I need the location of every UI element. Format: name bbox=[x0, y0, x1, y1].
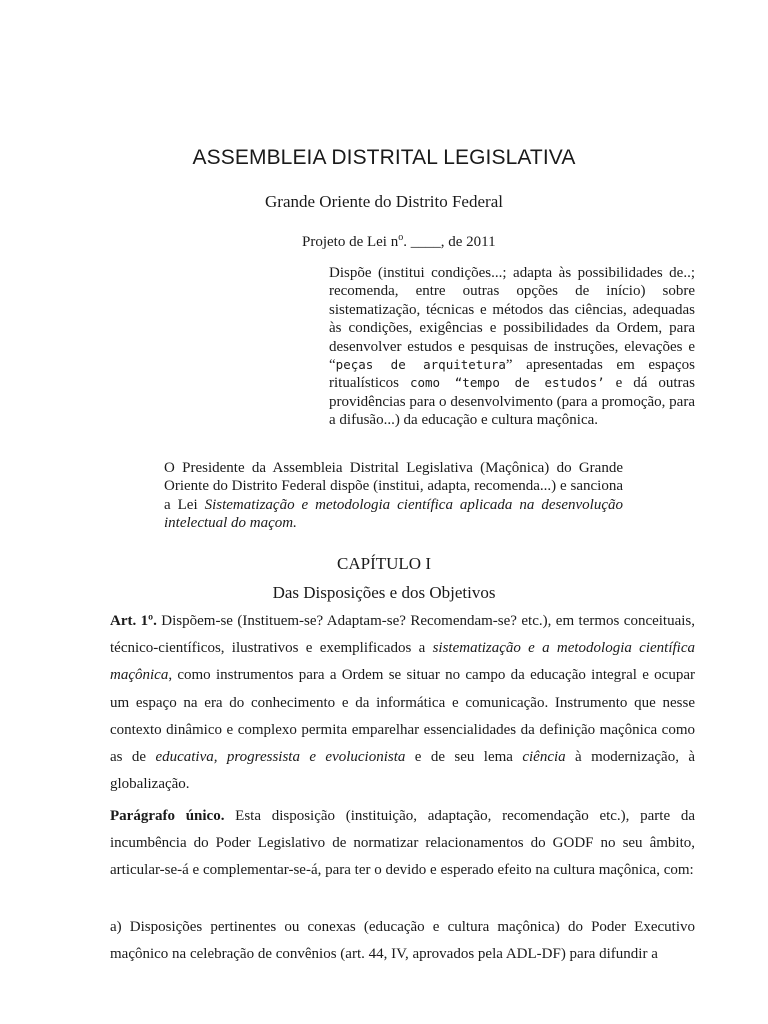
ementa-mono-2: como “tempo de estudos’ bbox=[409, 375, 605, 391]
ementa-text-3: e dá outras providências para o desenvolvimento (para a promoção, para a difusão...) da educação e cultura maçônica. bbox=[329, 375, 695, 429]
paragrafo-unico-label: Parágrafo único. bbox=[110, 808, 225, 824]
preambulo-law-name: Sistematização e metodologia científica aplicada na desenvolução intelectual do maçom. bbox=[164, 496, 623, 532]
article-1-text-3: e de seu lema bbox=[405, 749, 523, 766]
chapter-heading: CAPÍTULO I bbox=[337, 554, 431, 573]
chapter-subheading: Das Disposições e dos Objetivos bbox=[272, 583, 496, 602]
article-1-text-4: à modernização, à globalização. bbox=[110, 749, 696, 793]
article-1-italic-3: ciência bbox=[522, 749, 566, 766]
alinea-a: a) Disposições pertinentes ou conexas (educação e cultura maçônica) do Poder Executivo maçônico na celebração de convênios (art. 44, IV, aprovados pela ADL-DF) para difundir a bbox=[110, 919, 695, 963]
paragrafo-unico bbox=[110, 803, 695, 885]
projeto-de-lei-line bbox=[302, 232, 496, 251]
paragrafo-unico-text: Esta disposição (instituição, adaptação, recomendação etc.), parte da incumbência do Poder Legislativo de normatizar relacionamentos do GODF no seu âmbito, articular-se-á e complementar-se-á, para ter o devido e esperado efeito na cultura maçônica, com: bbox=[110, 808, 695, 879]
ementa-text-1: Dispõe (institui condições...; adapta às possibilidades de..; recomenda, entre outras opções de início) sobre sistematização, técnicas e métodos das ciências, adequadas às condições, exigências e possibilidades da Ordem, para desenvolver estudos e pesquisas de instruções, elevações e “ bbox=[329, 265, 695, 374]
article-1-italic-2: educativa, progressista e evolucionista bbox=[155, 749, 406, 766]
projeto-ordinal: o bbox=[398, 232, 404, 243]
projeto-prefix: Projeto de Lei n bbox=[302, 234, 399, 250]
preambulo-text: O Presidente da Assembleia Distrital Legislativa (Maçônica) do Grande Oriente do Distrito Federal dispõe (institui, adapta, recomenda...) e sanciona a Lei bbox=[164, 460, 623, 513]
article-1 bbox=[110, 608, 695, 798]
article-1-italic-1: sistematização e a metodologia científica maçônica bbox=[110, 640, 695, 684]
document-title: ASSEMBLEIA DISTRITAL LEGISLATIVA bbox=[192, 146, 576, 169]
document-subtitle: Grande Oriente do Distrito Federal bbox=[265, 192, 503, 211]
projeto-suffix: . ____, de 2011 bbox=[403, 234, 496, 250]
ementa-text-2: ” apresentadas em espaços ritualísticos bbox=[329, 357, 695, 392]
article-1-label: Art. 1º. bbox=[110, 613, 157, 629]
ementa-mono-1: peças de arquitetura bbox=[335, 357, 506, 373]
preambulo-paragraph bbox=[164, 459, 623, 533]
article-1-text-1: Dispõem-se (Instituem-se? Adaptam-se? Recomendam-se? etc.), em termos conceituais, técnico-científicos, ilustrativos e exemplificados a bbox=[110, 613, 696, 657]
ementa-paragraph bbox=[329, 264, 695, 430]
article-1-text-2: , como instrumentos para a Ordem se situar no campo da educação integral e ocupar um espaço na era do conhecimento e da informática e comunicação. Instrumento que nesse contexto dinâmico e complexo permita emparelhar essencialidades da definição maçônica como as de bbox=[110, 667, 695, 766]
